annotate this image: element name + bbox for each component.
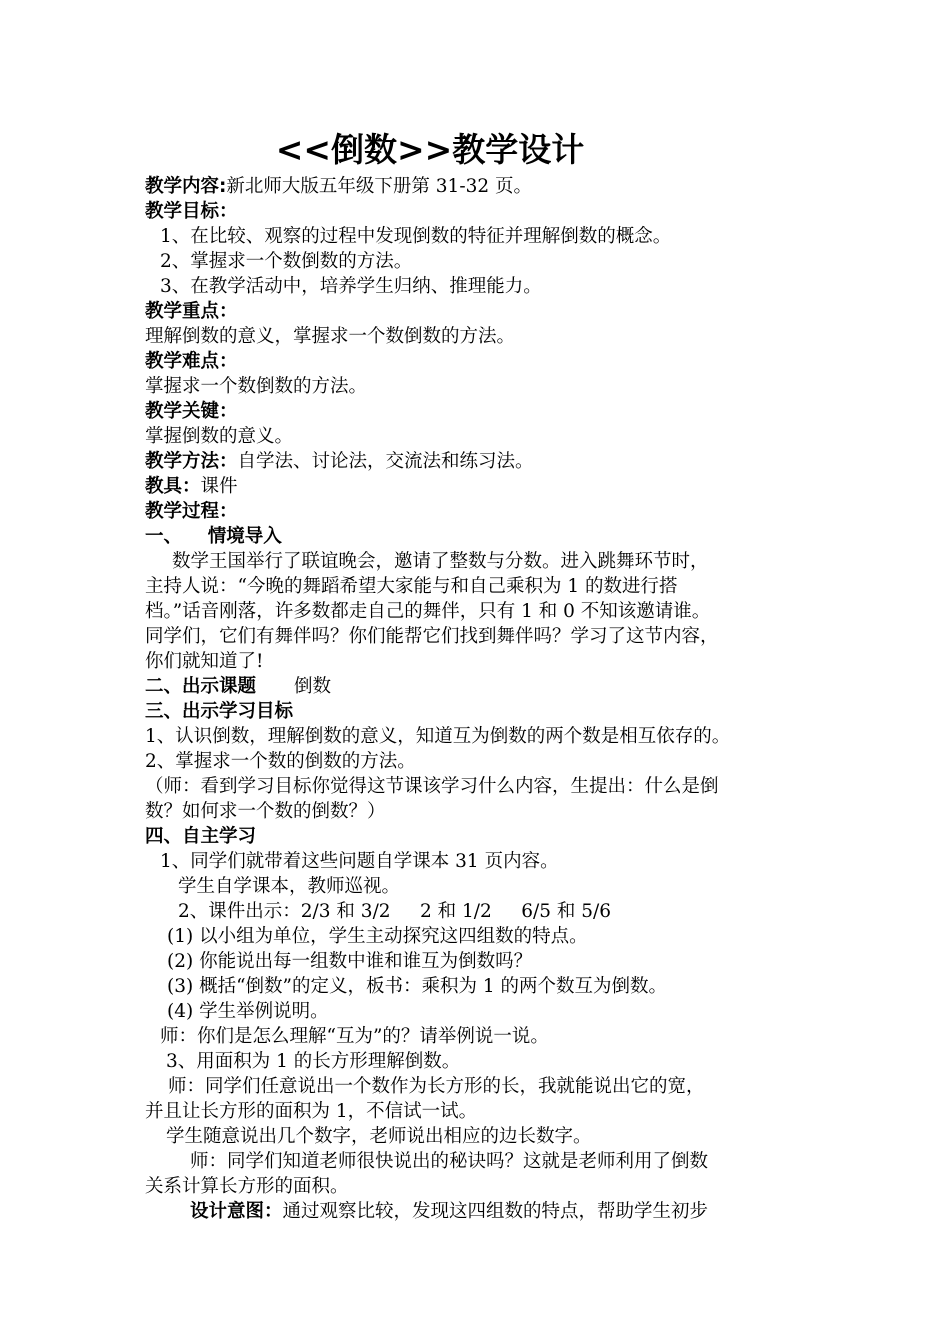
section4-line-3: 2、课件出示：2/3 和 3/2 2 和 1/2 6/5 和 5/6 <box>178 901 611 922</box>
method-line <box>145 449 534 474</box>
section3-line-1: 1、认识倒数，理解倒数的意义，知道互为倒数的两个数是相互依存的。 <box>145 726 731 747</box>
section2-heading: 二、出示课题 <box>145 676 257 697</box>
content-text: 新北师大版五年级下册第 31-32 页。 <box>226 176 533 197</box>
section3-line-2: 2、掌握求一个数的倒数的方法。 <box>145 751 416 772</box>
section4-line-4: (1) 以小组为单位，学生主动探究这四组数的特点。 <box>167 926 588 947</box>
section3-heading: 三、出示学习目标 <box>145 701 294 722</box>
section4-line-10: 师：同学们任意说出一个数作为长方形的长，我就能说出它的宽， <box>168 1076 705 1097</box>
key-label: 教学关键： <box>145 401 238 422</box>
section3-line-4: 数？如何求一个数的倒数？） <box>145 801 386 822</box>
difficulty-text: 掌握求一个数倒数的方法。 <box>145 376 368 397</box>
tools-text: 课件 <box>200 476 238 497</box>
design-line <box>190 1199 708 1224</box>
section3-line-3: （师：看到学习目标你觉得这节课该学习什么内容，生提出：什么是倒 <box>145 776 719 797</box>
section4-heading: 四、自主学习 <box>145 826 257 847</box>
section2-topic: 倒数 <box>294 676 332 697</box>
focus-text: 理解倒数的意义，掌握求一个数倒数的方法。 <box>145 326 516 347</box>
section4-line-9: 3、用面积为 1 的长方形理解倒数。 <box>166 1051 461 1072</box>
section4-line-11: 并且让长方形的面积为 1，不信试一试。 <box>145 1101 478 1122</box>
goal-item-1: 1、在比较、观察的过程中发现倒数的特征并理解倒数的概念。 <box>160 226 672 247</box>
section1-line-1: 数学王国举行了联谊晚会，邀请了整数与分数。进入跳舞环节时， <box>172 551 709 572</box>
method-text: 自学法、讨论法，交流法和练习法。 <box>237 451 534 472</box>
section4-line-13: 师：同学们知道老师很快说出的秘诀吗？这就是老师利用了倒数 <box>190 1151 709 1172</box>
section4-line-7: (4) 学生举例说明。 <box>167 1001 329 1022</box>
page-title: <<倒数>>教学设计 <box>275 130 585 169</box>
goal-item-3: 3、在教学活动中，培养学生归纳、推理能力。 <box>160 276 542 297</box>
section2-line <box>145 674 331 699</box>
focus-label: 教学重点： <box>145 301 238 322</box>
section1-line-2: 主持人说：“今晚的舞蹈希望大家能与和自己乘积为 1 的数进行搭 <box>145 576 678 597</box>
difficulty-label: 教学难点： <box>145 351 238 372</box>
content-label: 教学内容: <box>145 176 227 197</box>
section4-line-5: (2) 你能说出每一组数中谁和谁互为倒数吗？ <box>167 951 533 972</box>
section1-line-5: 你们就知道了! <box>145 651 264 672</box>
section4-line-8: 师：你们是怎么理解“互为”的？请举例说一说。 <box>160 1026 549 1047</box>
content-line <box>145 174 532 199</box>
tools-line <box>145 474 238 499</box>
section4-line-14: 关系计算长方形的面积。 <box>145 1176 349 1197</box>
section4-line-6: (3) 概括“倒数”的定义，板书：乘积为 1 的两个数互为倒数。 <box>167 976 668 997</box>
design-label: 设计意图： <box>190 1201 283 1222</box>
process-label: 教学过程： <box>145 501 238 522</box>
section1-heading: 一、 情境导入 <box>145 526 282 547</box>
key-text: 掌握倒数的意义。 <box>145 426 294 447</box>
section4-line-2: 学生自学课本，教师巡视。 <box>178 876 401 897</box>
section4-line-1: 1、同学们就带着这些问题自学课本 31 页内容。 <box>160 851 559 872</box>
goal-item-2: 2、掌握求一个数倒数的方法。 <box>160 251 413 272</box>
goals-label: 教学目标： <box>145 201 238 222</box>
section4-line-12: 学生随意说出几个数字，老师说出相应的边长数字。 <box>166 1126 592 1147</box>
tools-label: 教具： <box>145 476 201 497</box>
section1-line-4: 同学们，它们有舞伴吗？你们能帮它们找到舞伴吗？学习了这节内容， <box>145 626 719 647</box>
design-text: 通过观察比较，发现这四组数的特点，帮助学生初步 <box>282 1201 709 1222</box>
method-label: 教学方法： <box>145 451 238 472</box>
section1-line-3: 档。”话音刚落，许多数都走自己的舞伴，只有 1 和 0 不知该邀请谁。 <box>145 601 711 622</box>
